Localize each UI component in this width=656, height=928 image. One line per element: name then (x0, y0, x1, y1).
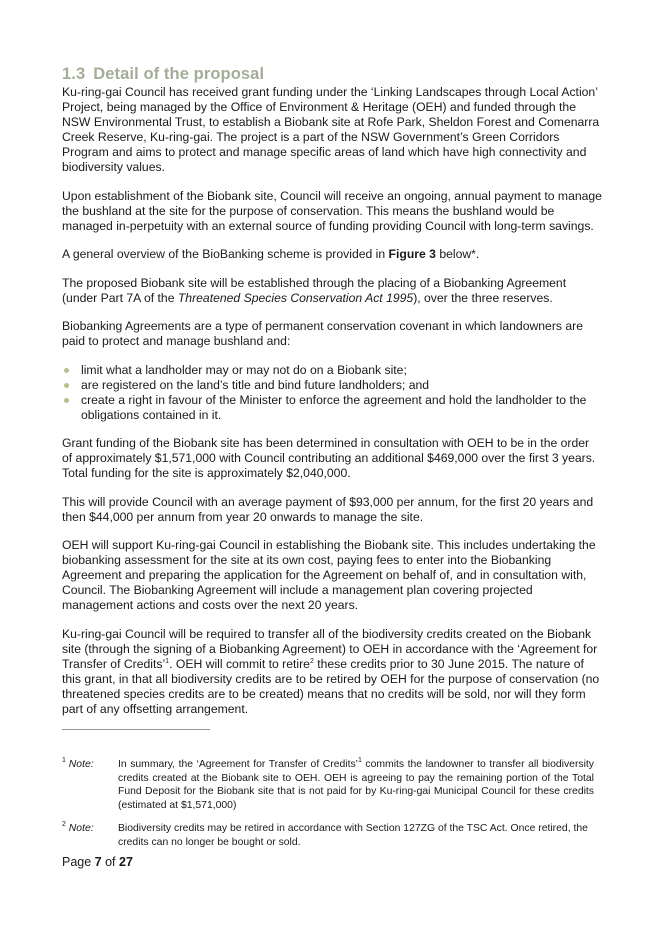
paragraph-annual-payment: Upon establishment of the Biobank site, Council will receive an ongoing, annual payment to manage the bushland at the site for the purpose of conservation. This means the bushland would be managed in-perpetuity with an external source of funding providing Council with long-term savings. (62, 188, 602, 233)
paragraph-average-payment: This will provide Council with an average payment of $93,000 per annum, for the first 20 years and then $44,000 per annum from year 20 onwards to manage the site. (62, 494, 594, 524)
paragraph-grant-funding: Ku-ring-gai Council has received grant funding under the ‘Linking Landscapes through Local Action’ Project, being managed by the Office of Environment & Heritage (OEH) and funded through the NSW Environmental Trust, to establish a Biobank site at Rofe Park, Sheldon Forest and Comenarra Creek Reserve, Ku-ring-gai. The project is a part of the NSW Government’s Green Corridors Program and aims to protect and manage specific areas of land which have high connectivity and biodiversity values. (62, 85, 600, 174)
footnote-label: $^1$ Note: (62, 757, 94, 770)
footnote-label: $^2$ Note: (62, 821, 94, 834)
list-item: are registered on the land’s title and bind future landholders; and (62, 378, 602, 393)
footnote-text: Biodiversity credits may be retired in accordance with Section 127ZG of the TSC Act. Once retired, the credits can no longer be bought or sold. (118, 823, 588, 848)
paragraph-credit-transfer: Ku-ring-gai Council will be required to transfer all of the biodiversity credits created on the Biobank site (through the signing of a Biobanking Agreement) to OEH in accordance with the ‘Agreement for Transfer of Credits’$^1$. OEH will commit to retire$^2$ these credits prior to 30 June 2015. The nature of this grant, in that all biodiversity credits are to be retired by OEH for the purpose of conservation (no threatened species credits are to be created) means that no credits will be sold, nor will they form part of any offsetting arrangement. (62, 626, 600, 716)
bullet-icon (64, 398, 69, 403)
bullet-icon (64, 368, 69, 373)
bullet-icon (64, 383, 69, 388)
document-body (62, 64, 602, 730)
paragraph-overview: A general overview of the BioBanking scheme is provided in Figure 3 below*. (62, 247, 480, 261)
section-heading (62, 64, 602, 84)
bullet-list (62, 363, 602, 423)
section-number: 1.3 (62, 65, 86, 83)
page-number: Page 7 of 27 (62, 855, 133, 869)
footnote-ref-1[interactable]: 1 (165, 657, 170, 665)
paragraph-covenant: Biobanking Agreements are a type of permanent conservation covenant in which landowners are paid to protect and manage bushland and: (62, 319, 583, 348)
paragraph-oeh-support: OEH will support Ku-ring-gai Council in establishing the Biobank site. This includes undertaking the biobanking assessment for the site at its own cost, paying fees to enter into the Biobanking Agreement and preparing the application for the Agreement on behalf of, and in consultation with, Council. The Biobanking Agreement will include a management plan covering projected management actions and costs over the next 20 years. (62, 538, 596, 612)
list-item: create a right in favour of the Minister to enforce the agreement and hold the landholder to the obligations contained in it. (62, 393, 602, 423)
act-title: Threatened Species Conservation Act 1995 (177, 290, 414, 305)
figure-reference: Figure 3 (388, 247, 436, 261)
paragraph-funding-amounts: Grant funding of the Biobank site has been determined in consultation with OEH to be in the order of approximately $1,571,000 with Council contributing an additional $469,000 over the first 3 years. Total funding for the site is approximately $2,040,000. (62, 436, 596, 480)
footnote-2 (62, 822, 594, 849)
footnote-separator (62, 729, 210, 730)
footnote-1 (62, 758, 594, 812)
section-title: Detail of the proposal (93, 65, 265, 83)
footnote-ref-2[interactable]: 2 (309, 657, 314, 665)
paragraph-biobank-agreement: The proposed Biobank site will be established through the placing of a Biobanking Agreement (under Part 7A of the Threatened Species Conservation Act 1995), over the three reserves. (62, 275, 567, 305)
list-item: limit what a landholder may or may not do on a Biobank site; (62, 363, 602, 378)
footnote-text: In summary, the ‘Agreement for Transfer of Credits’$^1$ commits the landowner to transfer all biodiversity credits created at the Biobank site to OEH. OEH is agreeing to pay the remaining portion of the Total Fund Deposit for the Biobank site that is not paid for by Ku-ring-gai Municipal Council for these credits (estimated at $1,571,000) (118, 757, 594, 811)
